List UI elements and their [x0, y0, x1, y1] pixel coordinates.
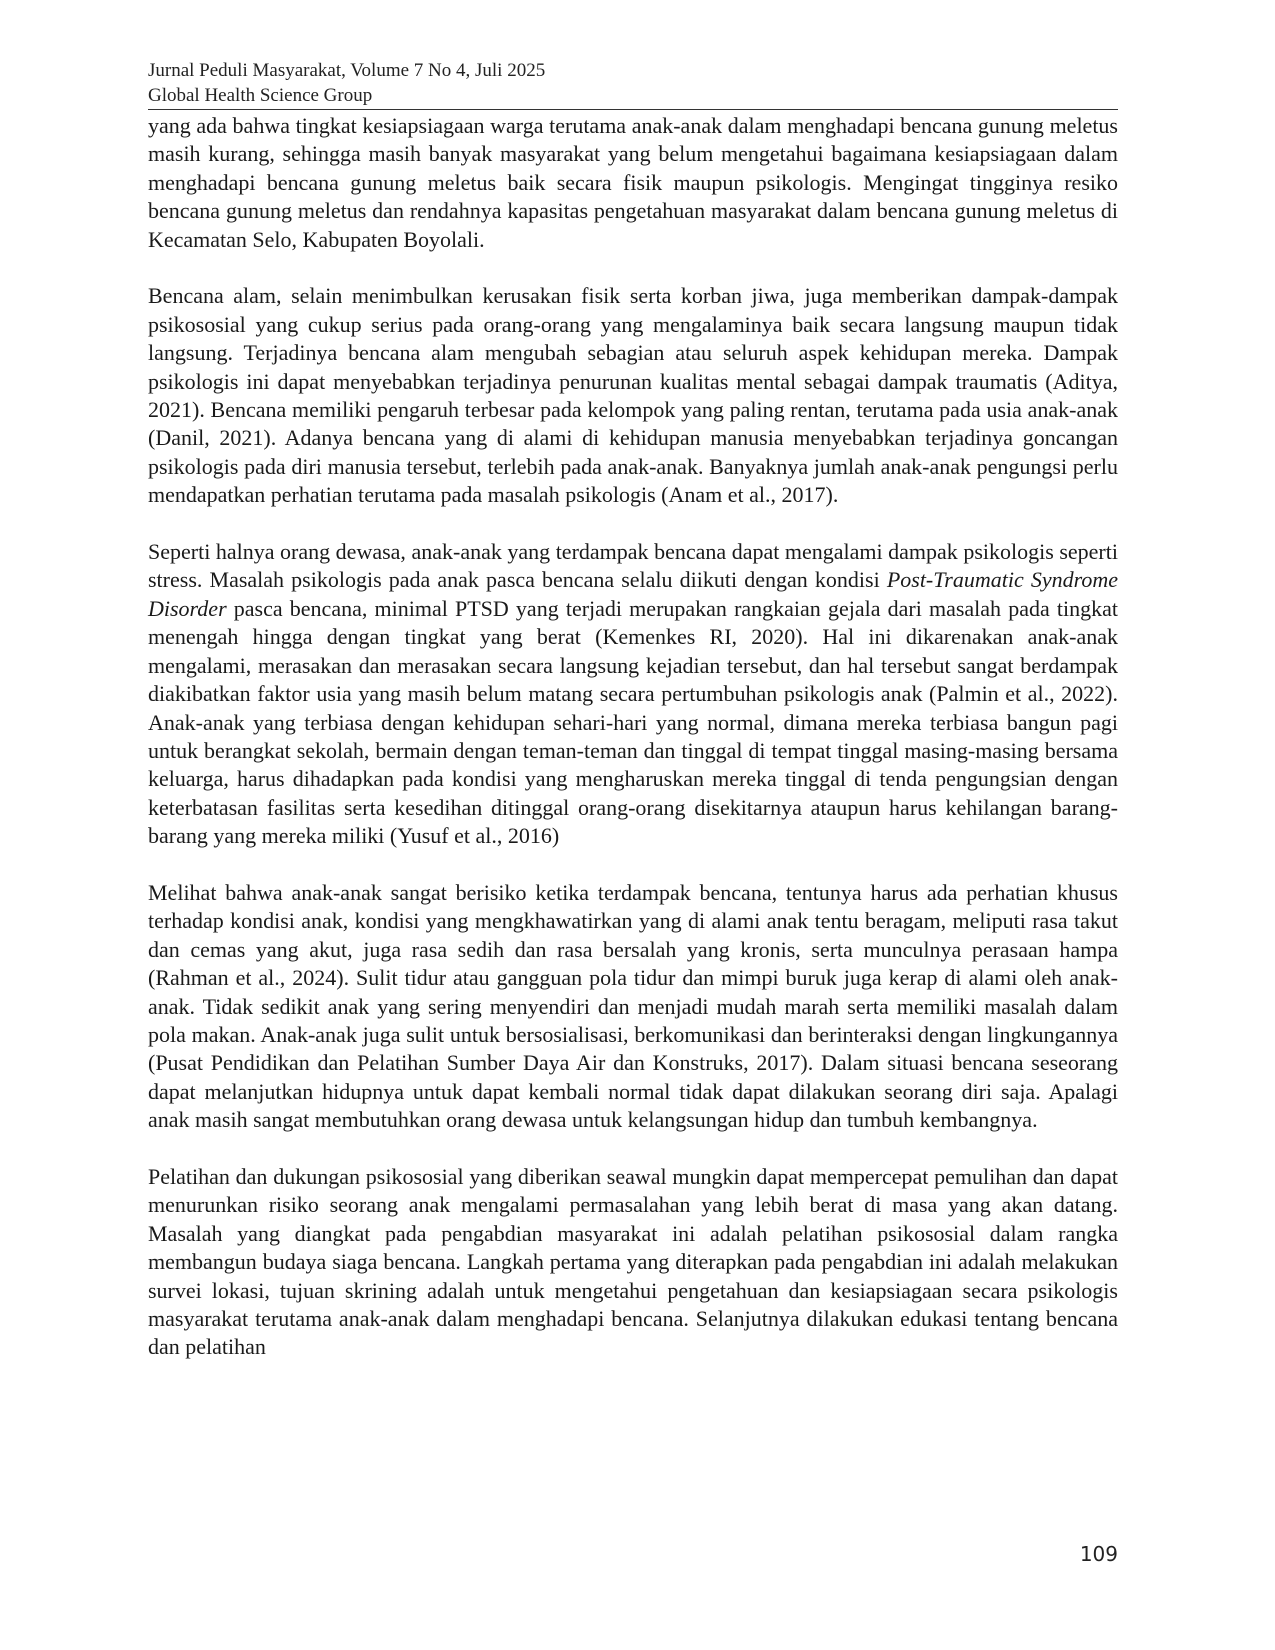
paragraph-3-text-a: Seperti halnya orang dewasa, anak-anak yang terdampak bencana dapat mengalami dampak psikologis seperti stress. Masalah psikologis pada anak pasca bencana selalu diikuti dengan kondisi [148, 539, 1118, 593]
running-header [148, 58, 1118, 108]
ptsd-term: Post-Traumatic Syndrome Disorder [148, 567, 1118, 621]
header-divider [148, 109, 1118, 110]
paragraph-3-text-b: pasca bencana, minimal PTSD yang terjadi merupakan rangkaian gejala dari masalah pada tingkat menengah hingga dengan tingkat yang berat (Kemenkes RI, 2020). Hal ini dikarenakan anak-anak mengalami, merasakan dan merasakan secara langsung kejadian tersebut, dan hal tersebut sangat berdampak diakibatkan faktor usia yang masih belum matang secara pertumbuhan psikologis anak (Palmin et al., 2022). Anak-anak yang terbiasa dengan kehidupan sehari-hari yang normal, dimana mereka terbiasa bangun pagi untuk berangkat sekolah, bermain dengan teman-teman dan tinggal di tempat tinggal masing-masing bersama keluarga, harus dihadapkan pada kondisi yang mengharuskan mereka tinggal di tenda pengungsian dengan keterbatasan fasilitas serta kesedihan ditinggal orang-orang disekitarnya ataupun harus kehilangan barang-barang yang mereka miliki (Yusuf et al., 2016) [148, 595, 1118, 849]
body-text [148, 112, 1118, 1362]
publisher-line: Global Health Science Group [148, 85, 373, 106]
paragraph-2: Bencana alam, selain menimbulkan kerusakan fisik serta korban jiwa, juga memberikan dampak-dampak psikososial yang cukup serius pada orang-orang yang mengalaminya baik secara langsung maupun tidak langsung. Terjadinya bencana alam mengubah sebagian atau seluruh aspek kehidupan mereka. Dampak psikologis ini dapat menyebabkan terjadinya penurunan kualitas mental sebagai dampak traumatis (Aditya, 2021). Bencana memiliki pengaruh terbesar pada kelompok yang paling rentan, terutama pada usia anak-anak (Danil, 2021). Adanya bencana yang di alami di kehidupan manusia menyebabkan terjadinya goncangan psikologis pada diri manusia tersebut, terlebih pada anak-anak. Banyaknya jumlah anak-anak pengungsi perlu mendapatkan perhatian terutama pada masalah psikologis (Anam et al., 2017). [148, 283, 1118, 508]
paragraph-3 [148, 538, 1118, 850]
paragraph-1: yang ada bahwa tingkat kesiapsiagaan warga terutama anak-anak dalam menghadapi bencana gunung meletus masih kurang, sehingga masih banyak masyarakat yang belum mengetahui bagaimana kesiapsiagaan dalam menghadapi bencana gunung meletus baik secara fisik maupun psikologis. Mengingat tingginya resiko bencana gunung meletus dan rendahnya kapasitas pengetahuan masyarakat dalam bencana gunung meletus di Kecamatan Selo, Kabupaten Boyolali. [148, 113, 1118, 252]
journal-title-line: Jurnal Peduli Masyarakat, Volume 7 No 4, Juli 2025 [148, 60, 546, 81]
paragraph-5: Pelatihan dan dukungan psikososial yang diberikan seawal mungkin dapat mempercepat pemulihan dan dapat menurunkan risiko seorang anak mengalami permasalahan yang lebih berat di masa yang akan datang. Masalah yang diangkat pada pengabdian masyarakat ini adalah pelatihan psikososial dalam rangka membangun budaya siaga bencana. Langkah pertama yang diterapkan pada pengabdian ini adalah melakukan survei lokasi, tujuan skrining adalah untuk mengetahui pengetahuan dan kesiapsiagaan secara psikologis masyarakat terutama anak-anak dalam menghadapi bencana. Selanjutnya dilakukan edukasi tentang bencana dan pelatihan [148, 1163, 1118, 1360]
paragraph-4: Melihat bahwa anak-anak sangat berisiko ketika terdampak bencana, tentunya harus ada perhatian khusus terhadap kondisi anak, kondisi yang mengkhawatirkan yang di alami anak tentu beragam, meliputi rasa takut dan cemas yang akut, juga rasa sedih dan rasa bersalah yang kronis, serta munculnya perasaan hampa (Rahman et al., 2024). Sulit tidur atau gangguan pola tidur dan mimpi buruk juga kerap di alami oleh anak-anak. Tidak sedikit anak yang sering menyendiri dan menjadi mudah marah serta memiliki masalah dalam pola makan. Anak-anak juga sulit untuk bersosialisasi, berkomunikasi dan berinteraksi dengan lingkungannya (Pusat Pendidikan dan Pelatihan Sumber Daya Air dan Konstruks, 2017). Dalam situasi bencana seseorang dapat melanjutkan hidupnya untuk dapat kembali normal tidak dapat dilakukan seorang diri saja. Apalagi anak masih sangat membutuhkan orang dewasa untuk kelangsungan hidup dan tumbuh kembangnya. [148, 879, 1118, 1133]
page-number: 109 [1079, 1542, 1118, 1566]
